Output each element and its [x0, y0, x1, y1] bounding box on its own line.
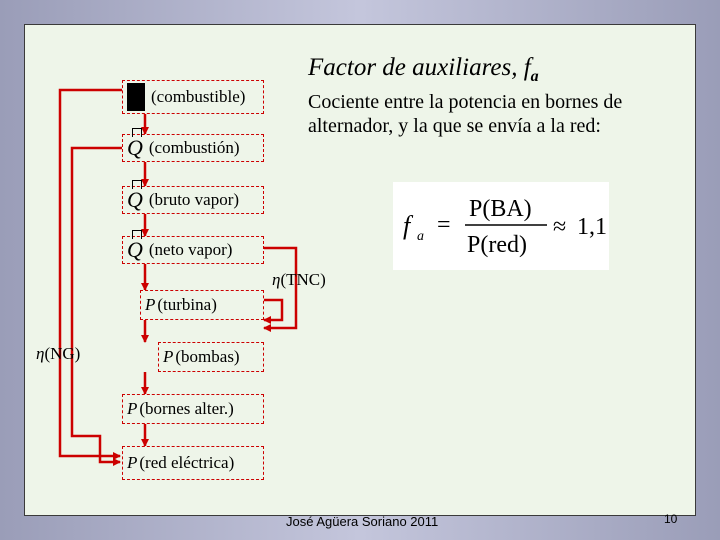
arrow-ng-loop-combustion	[72, 148, 122, 462]
box-bruto-vapor	[122, 186, 264, 214]
svg-text:=: =	[437, 212, 451, 238]
formula-svg	[393, 182, 609, 270]
box-bombas	[158, 342, 264, 372]
box-bruto-label: (bruto vapor)	[148, 190, 240, 209]
box-neto-vapor	[122, 236, 264, 264]
box-turbina-label: (turbina)	[157, 295, 217, 314]
q-symbol: Q	[127, 135, 143, 160]
arrow-tnc-loop-inner	[262, 300, 282, 320]
arrow-ng-loop-combustible	[60, 90, 122, 456]
formula-approx: ≈	[553, 214, 567, 240]
box-neto-label: (neto vapor)	[148, 240, 233, 259]
formula-denominator: P(red)	[467, 232, 527, 258]
formula-value: 1,1	[577, 214, 607, 240]
footer-author: José Agüera Soriano 2011	[286, 514, 439, 529]
title-symbol: $f_a$	[523, 54, 539, 85]
page-number: 10	[664, 512, 678, 526]
formula-numerator: P(BA)	[469, 196, 532, 222]
p-symbol: P	[163, 347, 174, 366]
box-combustible	[122, 80, 264, 114]
box-bornes-label: (bornes alter.)	[139, 399, 234, 418]
q-symbol: Q	[127, 187, 143, 212]
fuel-block-icon	[127, 83, 145, 111]
box-red-label: (red eléctrica)	[139, 453, 235, 472]
box-bombas-label: (bombas)	[175, 347, 240, 366]
eta-tnc-label: η(TNC)	[272, 270, 326, 289]
eta-ng-label: η(NG)	[36, 344, 81, 363]
box-combustion-label: (combustión)	[148, 138, 240, 157]
p-symbol: P	[145, 295, 156, 314]
box-red-electrica	[122, 446, 264, 480]
formula-lhs-sub: a	[417, 229, 424, 244]
box-bornes-alter	[122, 394, 264, 424]
formula-box	[393, 182, 609, 270]
box-turbina	[140, 290, 264, 320]
description-text: Cociente entre la potencia en bornes de alternador, y la que se envía a la red:	[308, 91, 623, 137]
p-symbol: P	[127, 399, 138, 418]
slide-title: Factor de auxiliares, $f_a$	[308, 54, 539, 85]
p-symbol: P	[127, 453, 138, 472]
box-combustible-label: (combustible)	[151, 87, 246, 106]
q-symbol: Q	[127, 237, 143, 262]
box-combustion	[122, 134, 264, 162]
formula-lhs: f	[403, 211, 411, 240]
